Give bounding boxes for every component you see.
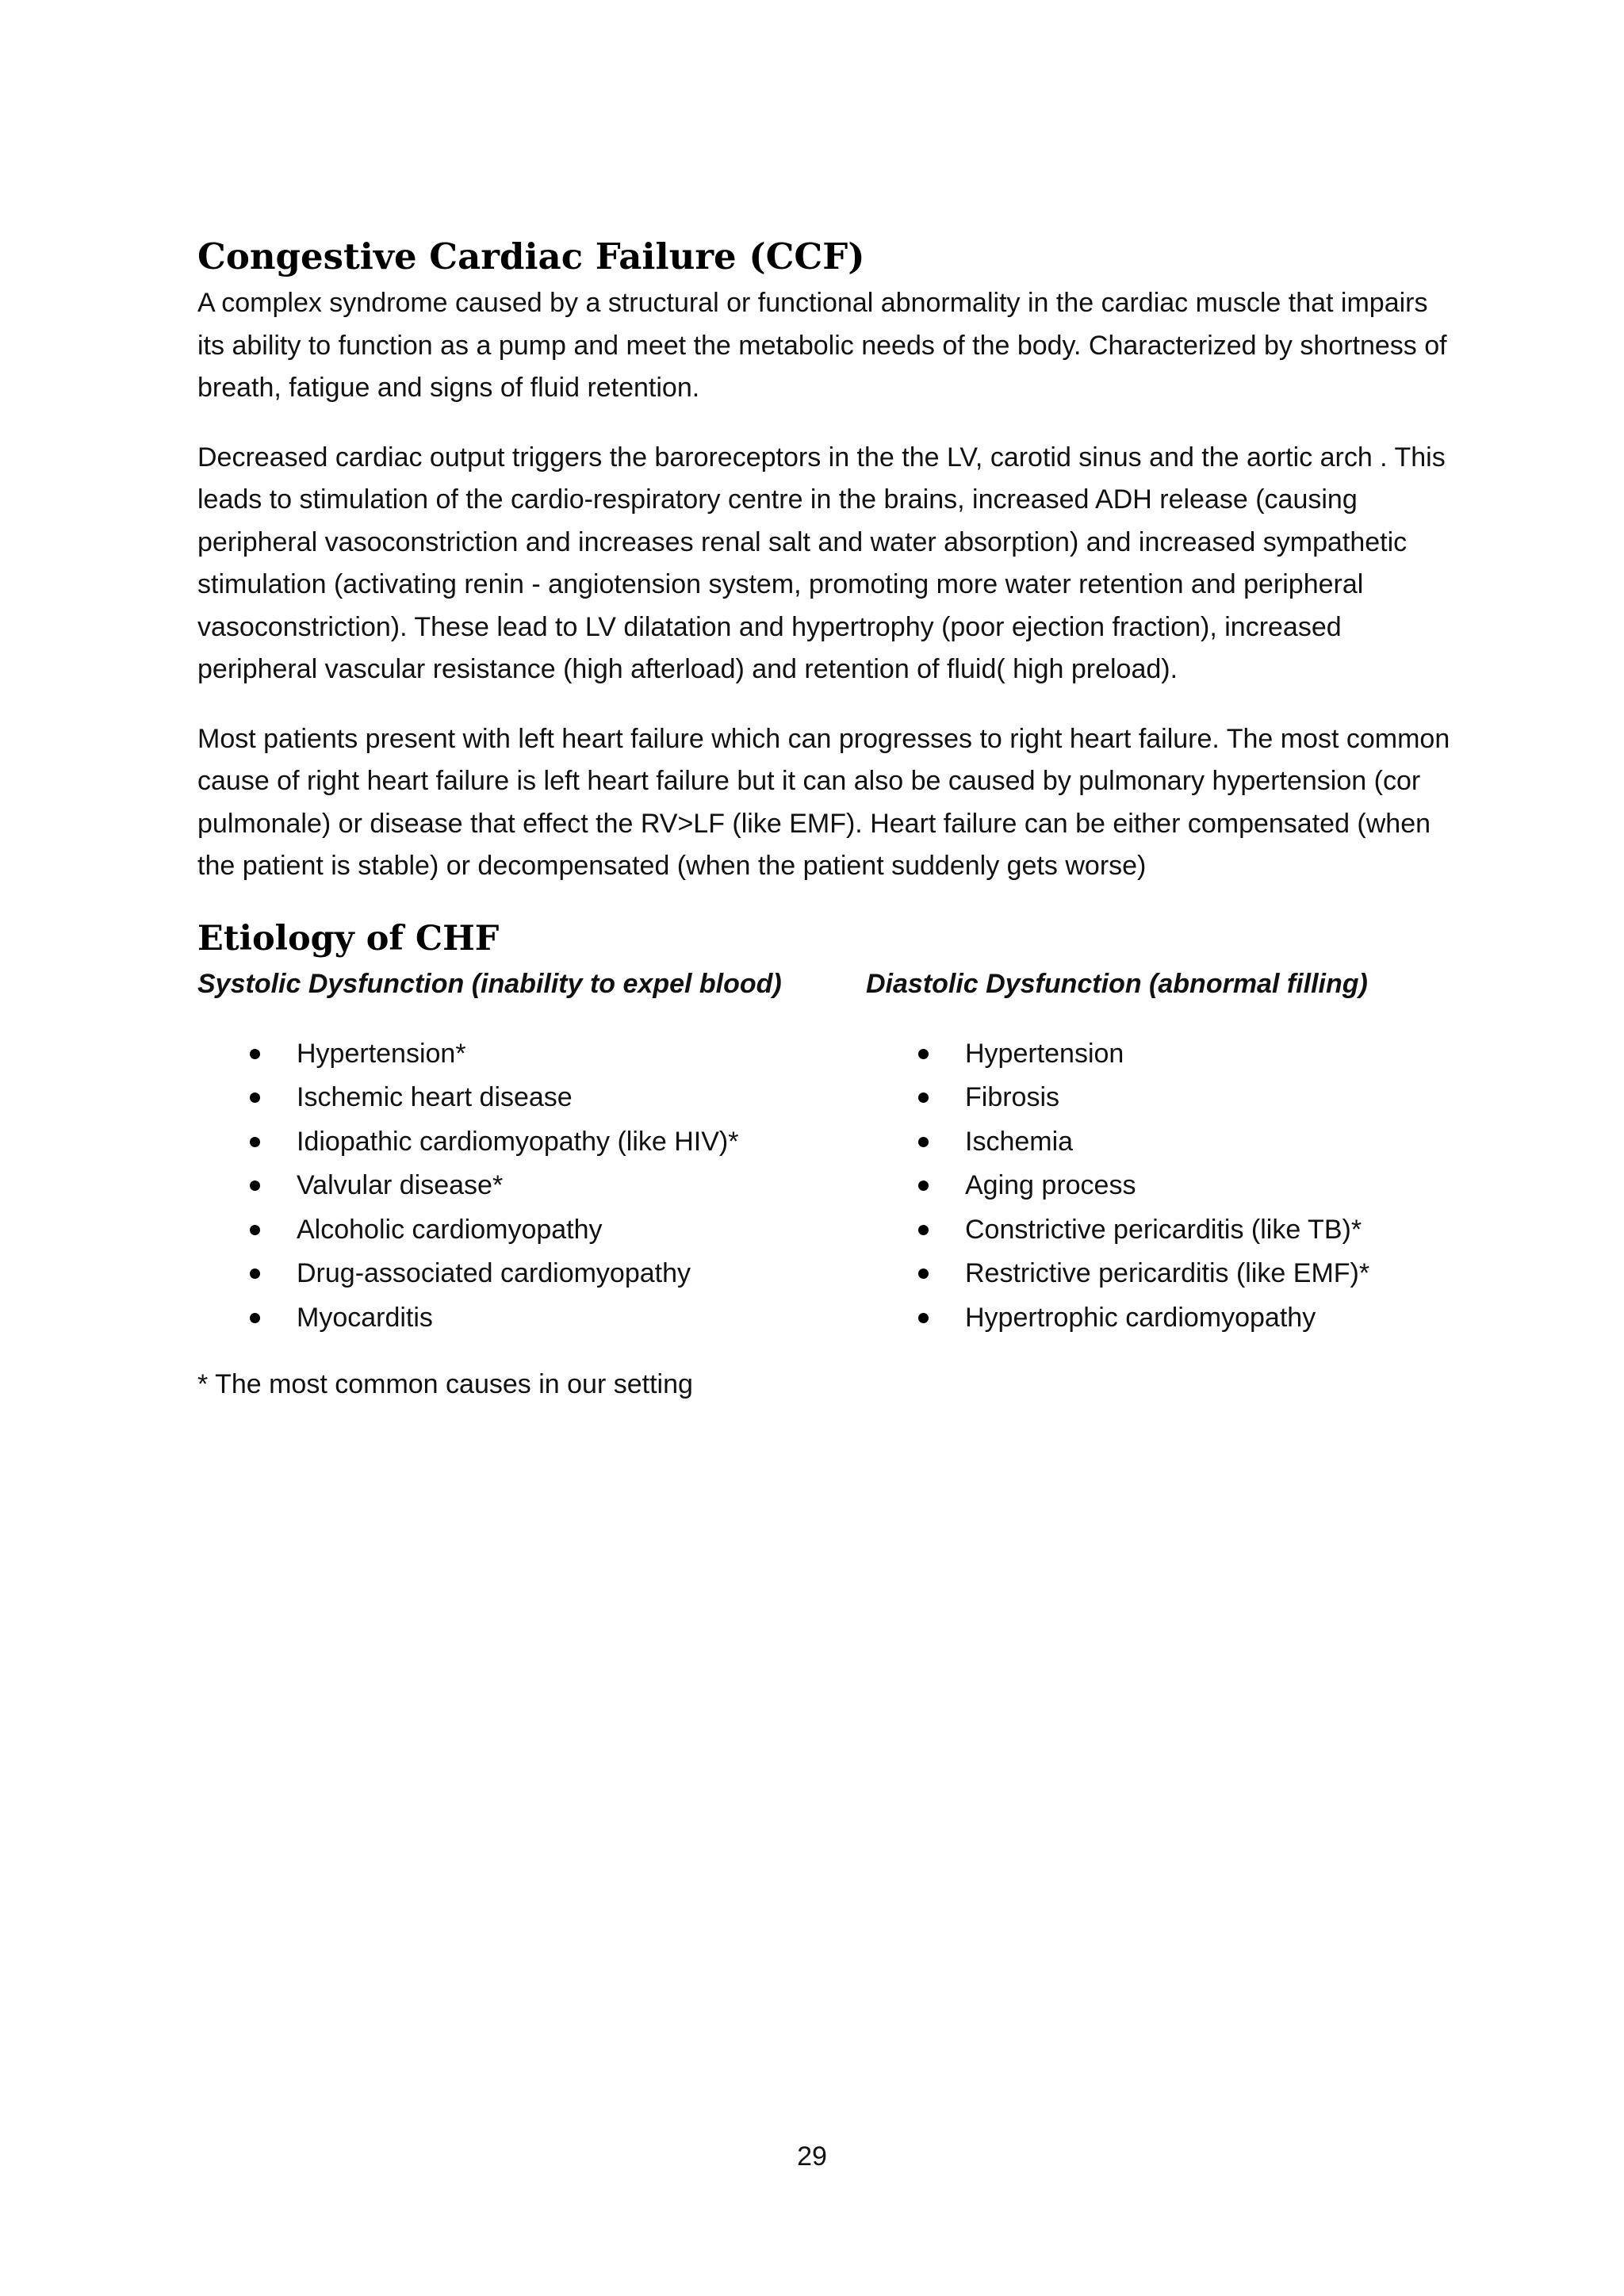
list-item — [197, 1252, 866, 1296]
list-item-text: Restrictive pericarditis (like EMF)* — [965, 1258, 1370, 1288]
systolic-list — [197, 1032, 866, 1341]
diastolic-heading: Diastolic Dysfunction (abnormal filling) — [866, 968, 1368, 999]
bullet-icon — [250, 1269, 260, 1279]
list-item — [866, 1252, 1450, 1296]
page-number: 29 — [797, 2141, 827, 2172]
bullet-icon — [918, 1225, 929, 1235]
bullet-icon — [250, 1093, 260, 1103]
list-item — [866, 1120, 1450, 1165]
pathophysiology-paragraph: Decreased cardiac output triggers the baroreceptors in the the LV, carotid sinus and the aortic arch . This leads to stimulation of the cardio-respiratory centre in the brains, increased ADH release (causing peripheral vasoconstriction and increases renal salt and water absorption) and increased sympathetic stimulation (activating renin - angiotension system, promoting more water retention and peripheral vasoconstriction). These lead to LV dilatation and hypertrophy (poor ejection fraction), increased peripheral vascular resistance (high afterload) and retention of fluid( high preload). — [197, 442, 1446, 684]
bullet-icon — [250, 1313, 260, 1323]
list-item — [197, 1076, 866, 1120]
presentation-paragraph: Most patients present with left heart failure which can progresses to right heart failure. The most common cause of right heart failure is left heart failure but it can also be caused by pulmonary hypertension (cor pulmonale) or disease that effect the RV>LF (like EMF). Heart failure can be either compensated (when the patient is stable) or decompensated (when the patient suddenly gets worse) — [197, 723, 1450, 881]
bullet-icon — [918, 1269, 929, 1279]
systolic-heading: Systolic Dysfunction (inability to expel blood) — [197, 968, 782, 999]
list-item-text: Ischemia — [965, 1126, 1074, 1157]
bullet-icon — [918, 1049, 929, 1059]
bullet-icon — [918, 1093, 929, 1103]
bullet-icon — [250, 1181, 260, 1191]
diastolic-column — [866, 962, 1450, 1341]
list-item — [866, 1296, 1450, 1341]
footnote: * The most common causes in our setting — [197, 1369, 693, 1399]
list-item-text: Alcoholic cardiomyopathy — [297, 1214, 603, 1245]
list-item-text: Aging process — [965, 1170, 1136, 1200]
list-item-text: Valvular disease* — [297, 1170, 504, 1200]
bullet-icon — [918, 1137, 929, 1147]
page-content — [197, 232, 1450, 1406]
list-item-text: Myocarditis — [297, 1302, 433, 1333]
bullet-icon — [250, 1049, 260, 1059]
etiology-heading: Etiology of CHF — [197, 918, 500, 959]
diastolic-list — [866, 1032, 1450, 1341]
list-item-text: Ischemic heart disease — [297, 1082, 573, 1112]
list-item — [197, 1296, 866, 1341]
list-item-text: Constrictive pericarditis (like TB)* — [965, 1214, 1362, 1245]
list-item-text: Drug-associated cardiomyopathy — [297, 1258, 691, 1288]
bullet-icon — [250, 1225, 260, 1235]
list-item-text: Hypertrophic cardiomyopathy — [965, 1302, 1316, 1333]
etiology-columns — [197, 962, 1450, 1341]
list-item — [866, 1032, 1450, 1077]
bullet-icon — [918, 1181, 929, 1191]
definition-paragraph: A complex syndrome caused by a structural or functional abnormality in the cardiac muscle that impairs its ability to function as a pump and meet the metabolic needs of the body. Characterized by shortness of breath, fatigue and signs of fluid retention. — [197, 288, 1447, 403]
list-item-text: Hypertension* — [297, 1038, 466, 1069]
list-item — [197, 1120, 866, 1165]
list-item — [866, 1164, 1450, 1208]
list-item — [866, 1208, 1450, 1253]
list-item — [197, 1032, 866, 1077]
list-item-text: Hypertension — [965, 1038, 1124, 1069]
list-item-text: Fibrosis — [965, 1082, 1060, 1112]
systolic-column — [197, 962, 866, 1341]
list-item-text: Idiopathic cardiomyopathy (like HIV)* — [297, 1126, 739, 1157]
bullet-icon — [918, 1313, 929, 1323]
list-item — [197, 1164, 866, 1208]
list-item — [197, 1208, 866, 1253]
bullet-icon — [250, 1137, 260, 1147]
list-item — [866, 1076, 1450, 1120]
section-heading-ccf: Congestive Cardiac Failure (CCF) — [197, 235, 865, 277]
